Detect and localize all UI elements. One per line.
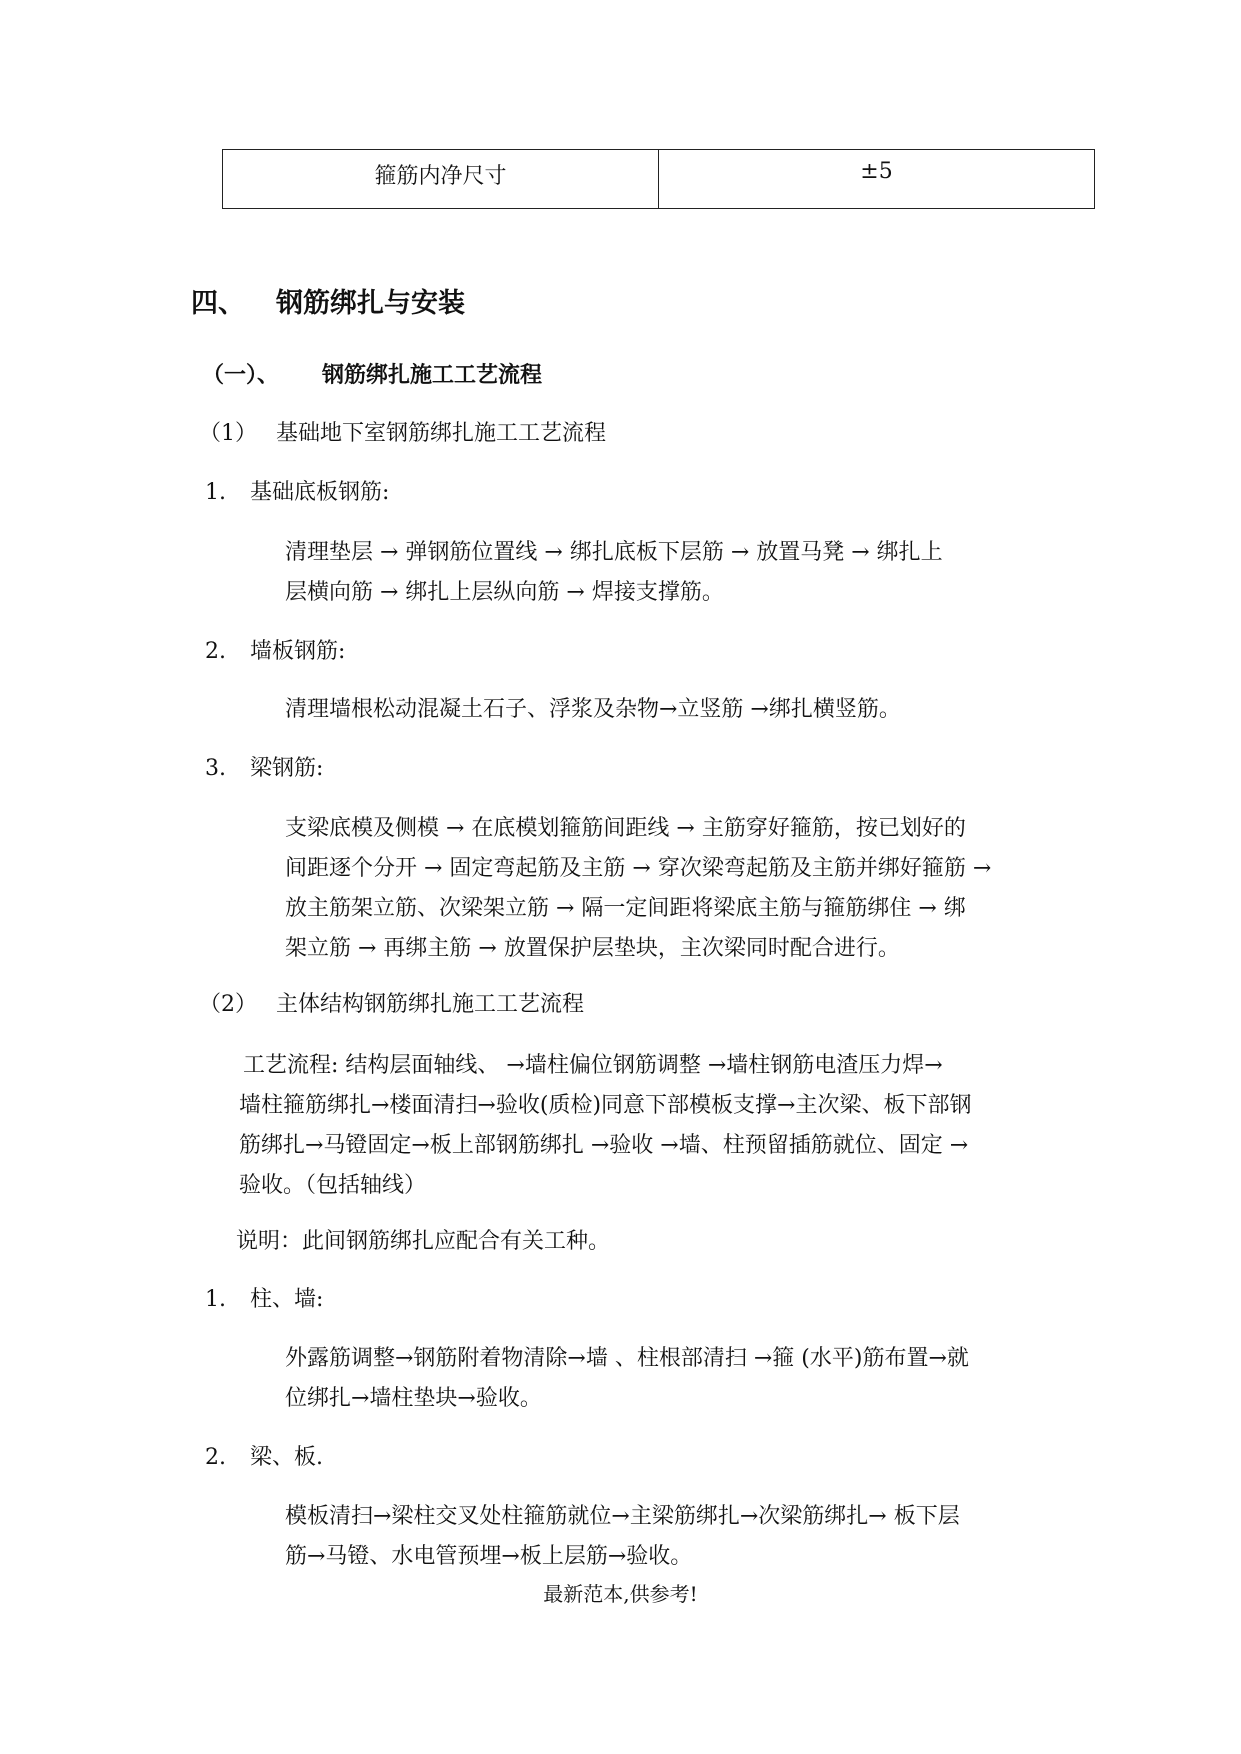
table-row bbox=[223, 150, 1095, 209]
part-heading bbox=[199, 985, 584, 1025]
section-number: 四、 bbox=[191, 288, 245, 319]
table-cell-item: 箍筋内净尺寸 bbox=[223, 150, 659, 209]
item-title: 梁钢筋: bbox=[250, 756, 324, 781]
flow-line: 外露筋调整→钢筋附着物清除→墙 、柱根部清扫 →箍 (水平)筋布置→就 bbox=[285, 1346, 969, 1371]
item-title: 基础底板钢筋: bbox=[250, 480, 390, 505]
item-title: 墙板钢筋: bbox=[250, 639, 346, 664]
item-number: 2. bbox=[205, 1445, 226, 1470]
item-heading bbox=[205, 473, 389, 513]
flow-line: 筋→马镫、水电管预埋→板上层筋→验收。 bbox=[285, 1544, 693, 1569]
flow-line: 墙柱箍筋绑扎→楼面清扫→验收(质检)同意下部模板支撑→主次梁、板下部钢 bbox=[239, 1093, 972, 1118]
section-title: 钢筋绑扎与安装 bbox=[276, 288, 465, 319]
flow-line: 位绑扎→墙柱垫块→验收。 bbox=[285, 1386, 542, 1411]
part-number: （2） bbox=[199, 992, 257, 1017]
process-flow bbox=[285, 809, 991, 969]
flow-line: 模板清扫→梁柱交叉处柱箍筋就位→主梁筋绑扎→次梁筋绑扎→ 板下层 bbox=[285, 1504, 960, 1529]
flow-line: 清理垫层 → 弹钢筋位置线 → 绑扎底板下层筋 → 放置马凳 → 绑扎上 bbox=[285, 540, 943, 565]
flow-line: 架立筋 → 再绑主筋 → 放置保护层垫块，主次梁同时配合进行。 bbox=[285, 936, 900, 961]
item-number: 2. bbox=[205, 639, 226, 664]
item-heading bbox=[205, 749, 323, 789]
flow-line: 支梁底模及侧模 → 在底模划箍筋间距线 → 主筋穿好箍筋，按已划好的 bbox=[285, 816, 966, 841]
process-flow bbox=[285, 690, 901, 730]
flow-line: 验收。（包括轴线） bbox=[239, 1173, 427, 1198]
part-title: 主体结构钢筋绑扎施工工艺流程 bbox=[276, 992, 585, 1017]
subsection-title: 钢筋绑扎施工工艺流程 bbox=[322, 363, 543, 388]
item-title: 柱、墙: bbox=[250, 1287, 324, 1312]
flow-line: 层横向筋 → 绑扎上层纵向筋 → 焊接支撑筋。 bbox=[285, 580, 724, 605]
flow-line: 清理墙根松动混凝土石子、浮浆及杂物→立竖筋 →绑扎横竖筋。 bbox=[285, 697, 901, 722]
subsection-heading bbox=[202, 356, 542, 396]
process-flow bbox=[285, 1339, 969, 1419]
item-number: 3. bbox=[205, 756, 226, 781]
note-text: 说明：此间钢筋绑扎应配合有关工种。 bbox=[236, 1229, 611, 1254]
section-heading bbox=[191, 284, 465, 324]
flow-line: 间距逐个分开 → 固定弯起筋及主筋 → 穿次梁弯起筋及主筋并绑好箍筋 → bbox=[285, 856, 992, 881]
part-title: 基础地下室钢筋绑扎施工工艺流程 bbox=[276, 421, 607, 446]
flow-line: 工艺流程: 结构层面轴线、 →墙柱偏位钢筋调整 →墙柱钢筋电渣压力焊→ bbox=[243, 1053, 943, 1078]
page-footer: 最新范本,供参考! bbox=[543, 1582, 698, 1606]
tolerance-table bbox=[222, 149, 1095, 209]
item-title: 梁、板. bbox=[250, 1445, 323, 1470]
process-flow bbox=[285, 533, 943, 613]
part-number: （1） bbox=[199, 421, 257, 446]
item-number: 1. bbox=[205, 480, 226, 505]
table-cell-value: ±5 bbox=[659, 150, 1095, 209]
flow-line: 筋绑扎→马镫固定→板上部钢筋绑扎 →验收 →墙、柱预留插筋就位、固定 → bbox=[239, 1133, 969, 1158]
item-number: 1. bbox=[205, 1287, 226, 1312]
process-flow bbox=[285, 1497, 960, 1577]
item-heading bbox=[205, 1280, 323, 1320]
item-heading bbox=[205, 632, 345, 672]
flow-line: 放主筋架立筋、次梁架立筋 → 隔一定间距将梁底主筋与箍筋绑住 → 绑 bbox=[285, 896, 966, 921]
part-heading bbox=[199, 414, 606, 454]
subsection-number: （一）、 bbox=[202, 363, 280, 388]
item-heading bbox=[205, 1438, 323, 1478]
process-description bbox=[239, 1046, 971, 1206]
